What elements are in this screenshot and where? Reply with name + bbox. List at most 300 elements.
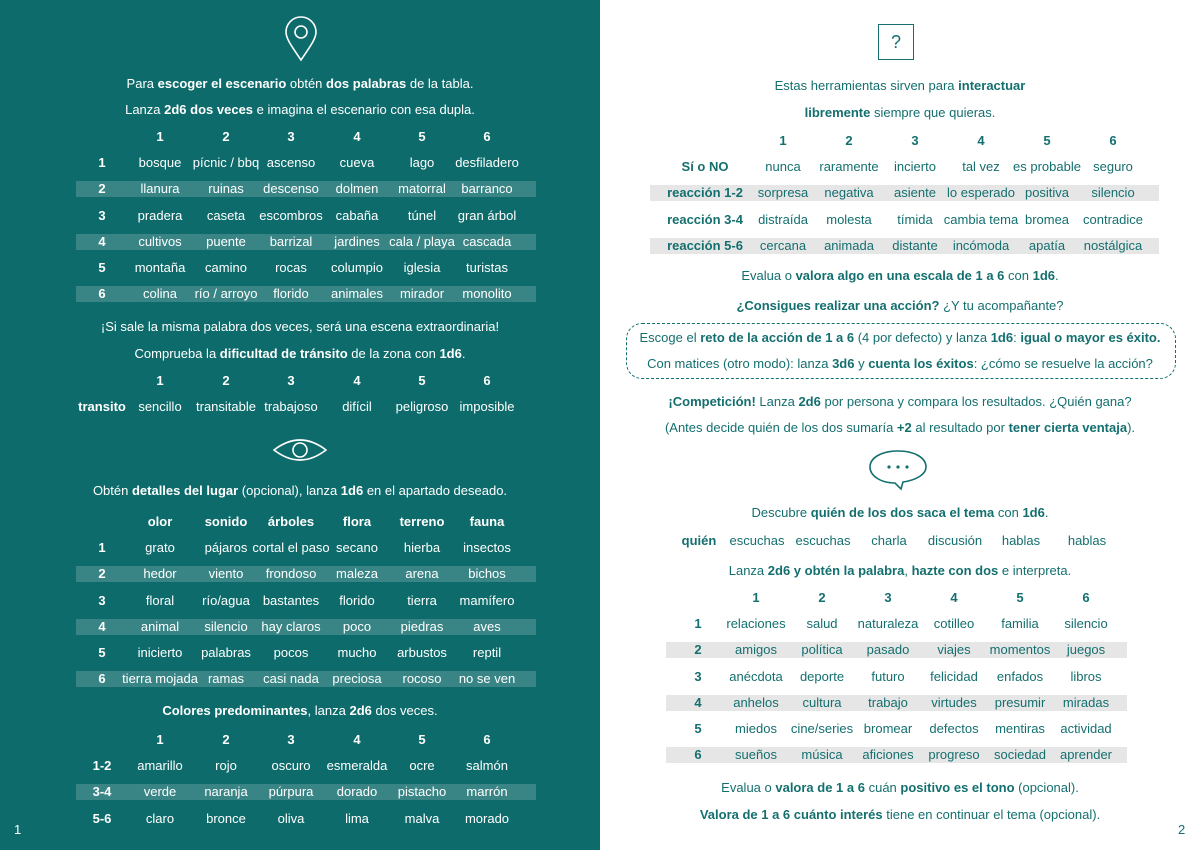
table-cell: florido bbox=[273, 286, 309, 302]
table-row bbox=[0, 260, 600, 276]
table-cell: naranja bbox=[204, 784, 248, 800]
table-cell: es probable bbox=[1013, 159, 1081, 175]
text: Comprueba la bbox=[134, 346, 220, 361]
column-header: olor bbox=[147, 514, 173, 529]
bold-text: igual o mayor es éxito. bbox=[1020, 330, 1161, 345]
table-cell: oliva bbox=[277, 810, 305, 826]
text: de la zona con bbox=[347, 346, 440, 361]
text: , lanza bbox=[307, 703, 350, 718]
table-cell: sorpresa bbox=[757, 185, 809, 201]
table-row bbox=[600, 212, 1200, 228]
row-header: 5-6 bbox=[92, 810, 112, 826]
row-header: reacción 5-6 bbox=[667, 237, 743, 253]
text: en el apartado deseado. bbox=[363, 483, 508, 498]
table-cell: florido bbox=[339, 592, 375, 608]
row-header: 6 bbox=[694, 747, 702, 763]
table-header-row bbox=[0, 514, 600, 530]
question-mark-box-icon: ? bbox=[878, 24, 914, 60]
text: por persona y compara los resultados. ¿Quién gana? bbox=[820, 394, 1132, 409]
table-cell: floral bbox=[145, 592, 175, 608]
column-header: 2 bbox=[222, 732, 230, 747]
bold-text: +2 bbox=[896, 420, 912, 435]
bold-text: 1d6 bbox=[340, 483, 364, 498]
table-row bbox=[0, 645, 600, 661]
column-header: 2 bbox=[818, 590, 826, 605]
location-pin-icon bbox=[284, 16, 318, 62]
column-header: 1 bbox=[779, 133, 787, 148]
text: y bbox=[854, 356, 869, 371]
table-cell: mirador bbox=[399, 286, 445, 302]
table-cell: asiente bbox=[894, 185, 936, 201]
table-cell: raramente bbox=[819, 159, 879, 175]
row-header: 1 bbox=[98, 155, 106, 171]
table-cell: tímida bbox=[897, 211, 933, 227]
table-cell: rocas bbox=[275, 260, 307, 275]
column-header: terreno bbox=[399, 514, 445, 529]
table-cell: reptil bbox=[472, 645, 502, 660]
table-cell: nostálgica bbox=[1083, 237, 1143, 253]
text: . bbox=[461, 346, 466, 361]
table-cell: palabras bbox=[201, 645, 251, 660]
text: Estas herramientas sirven para bbox=[774, 78, 959, 93]
table-row bbox=[666, 747, 1127, 763]
scenario-intro-1 bbox=[0, 76, 600, 92]
column-header: 6 bbox=[483, 129, 491, 144]
table-cell: lago bbox=[409, 155, 435, 171]
table-cell: morado bbox=[464, 810, 510, 826]
row-header: 3 bbox=[98, 207, 106, 223]
column-header: 3 bbox=[287, 373, 295, 388]
table-header-row bbox=[0, 373, 600, 389]
text: de la tabla. bbox=[406, 76, 474, 91]
bold-text: ¿Consigues realizar una acción? bbox=[736, 298, 940, 313]
table-cell: tierra bbox=[407, 592, 437, 608]
table-row bbox=[600, 533, 1200, 549]
table-cell: salmón bbox=[466, 758, 508, 774]
table-row bbox=[0, 540, 600, 556]
table-cell: sueños bbox=[735, 747, 777, 763]
column-header: 5 bbox=[418, 732, 426, 747]
table-cell: rocoso bbox=[402, 671, 442, 687]
table-cell: camino bbox=[205, 260, 247, 275]
table-cell: momentos bbox=[989, 642, 1051, 658]
table-row bbox=[666, 695, 1127, 711]
row-header: 2 bbox=[98, 566, 106, 582]
page-number-right: 2 bbox=[1178, 822, 1186, 837]
table-row bbox=[0, 811, 600, 827]
table-cell: virtudes bbox=[931, 694, 977, 710]
bold-text: 2d6 y obtén la palabra bbox=[767, 563, 905, 578]
table-cell: negativa bbox=[824, 185, 874, 201]
row-header: 6 bbox=[98, 671, 106, 687]
table-cell: positiva bbox=[1024, 185, 1070, 201]
table-cell: animales bbox=[330, 286, 384, 302]
column-header: 2 bbox=[845, 133, 853, 148]
text: (4 por defecto) y lanza bbox=[854, 330, 991, 345]
table-cell: naturaleza bbox=[857, 616, 919, 632]
table-cell: cambia tema bbox=[943, 211, 1019, 227]
table-cell: púrpura bbox=[268, 784, 314, 800]
row-header: reacción 1-2 bbox=[667, 185, 743, 201]
column-header: 5 bbox=[1043, 133, 1051, 148]
table-cell: escuchas bbox=[729, 533, 785, 548]
bold-text: ¡Competición! bbox=[668, 394, 756, 409]
row-header: transito bbox=[78, 399, 126, 415]
table-cell: insectos bbox=[463, 540, 511, 556]
table-cell: barranco bbox=[461, 181, 513, 197]
bold-text: 1d6 bbox=[439, 346, 462, 361]
bold-text: reto de la acción de 1 a 6 bbox=[700, 330, 855, 345]
table-cell: hablas bbox=[1067, 533, 1107, 548]
table-cell: futuro bbox=[871, 668, 905, 684]
table-cell: silencio bbox=[204, 618, 248, 634]
table-cell: animada bbox=[824, 237, 874, 253]
table-cell: llanura bbox=[140, 181, 180, 197]
table-cell: malva bbox=[404, 810, 440, 826]
column-header: 5 bbox=[418, 129, 426, 144]
row-header: 6 bbox=[98, 286, 106, 302]
text: Para bbox=[126, 76, 158, 91]
text: obtén bbox=[286, 76, 327, 91]
table-row bbox=[600, 159, 1200, 175]
table-cell: viajes bbox=[937, 642, 971, 658]
table-cell: marrón bbox=[466, 784, 508, 800]
table-cell: cultivos bbox=[138, 233, 182, 249]
table-row bbox=[0, 155, 600, 171]
table-cell: nunca bbox=[765, 159, 801, 175]
table-cell: anhelos bbox=[733, 694, 779, 710]
column-header: 4 bbox=[353, 732, 361, 747]
table-cell: discusión bbox=[927, 533, 983, 548]
bold-text: 1d6 bbox=[990, 330, 1014, 345]
table-cell: colina bbox=[143, 286, 177, 302]
row-header: 5 bbox=[98, 260, 106, 275]
tools-reto bbox=[600, 330, 1200, 346]
column-header: 4 bbox=[977, 133, 985, 148]
table-cell: mentiras bbox=[995, 721, 1045, 736]
table-cell: monolito bbox=[462, 286, 512, 302]
text: al resultado por bbox=[911, 420, 1009, 435]
column-header: 4 bbox=[353, 373, 361, 388]
table-cell: cueva bbox=[339, 155, 375, 171]
column-header: fauna bbox=[469, 514, 505, 529]
scenario-intro-2 bbox=[0, 102, 600, 118]
column-header: 4 bbox=[950, 590, 958, 605]
table-cell: actividad bbox=[1060, 721, 1112, 736]
row-header: quién bbox=[681, 533, 717, 548]
tools-evalua bbox=[600, 268, 1200, 284]
table-cell: hierba bbox=[403, 540, 441, 556]
table-cell: viento bbox=[208, 566, 244, 582]
table-cell: hablas bbox=[1001, 533, 1041, 548]
text: ). bbox=[1127, 420, 1136, 435]
table-cell: silencio bbox=[1064, 616, 1108, 632]
table-cell: puente bbox=[206, 233, 246, 249]
table-cell: río/agua bbox=[202, 592, 250, 608]
table-cell: presumir bbox=[994, 694, 1046, 710]
bold-text: dificultad de tránsito bbox=[219, 346, 348, 361]
table-row bbox=[76, 566, 536, 582]
table-header-row bbox=[600, 133, 1200, 149]
table-cell: aficiones bbox=[862, 747, 914, 763]
text: con bbox=[994, 505, 1023, 520]
table-cell: salud bbox=[806, 616, 838, 632]
bold-text: interactuar bbox=[958, 78, 1026, 93]
talk-intro bbox=[600, 505, 1200, 521]
tools-ventaja bbox=[600, 420, 1200, 436]
table-cell: relaciones bbox=[726, 616, 786, 632]
table-cell: jardines bbox=[334, 233, 380, 249]
table-cell: barrizal bbox=[269, 233, 313, 249]
table-cell: difícil bbox=[342, 399, 372, 415]
table-cell: dorado bbox=[336, 784, 378, 800]
table-cell: ascenso bbox=[266, 155, 316, 171]
table-cell: ocre bbox=[409, 758, 435, 774]
table-cell: libros bbox=[1070, 668, 1102, 684]
table-cell: río / arroyo bbox=[194, 286, 258, 302]
table-cell: cercana bbox=[759, 237, 807, 253]
table-cell: apatía bbox=[1028, 237, 1066, 253]
text: e imagina el escenario con esa dupla. bbox=[253, 102, 475, 117]
text: , bbox=[904, 563, 912, 578]
bold-text: libremente bbox=[804, 105, 871, 120]
table-cell: maleza bbox=[336, 566, 378, 582]
table-cell: distraída bbox=[758, 211, 808, 227]
text: . bbox=[1055, 268, 1059, 283]
bold-text: 2d6 bbox=[798, 394, 821, 409]
table-header-row bbox=[0, 129, 600, 145]
table-row bbox=[0, 208, 600, 224]
table-cell: turistas bbox=[466, 260, 508, 275]
row-header: 2 bbox=[98, 181, 106, 197]
table-cell: pasado bbox=[866, 642, 910, 658]
table-cell: amigos bbox=[735, 642, 777, 658]
table-cell: imposible bbox=[459, 399, 515, 415]
bold-text: 3d6 bbox=[832, 356, 855, 371]
table-cell: transitable bbox=[196, 399, 256, 415]
table-cell: arbustos bbox=[397, 645, 447, 660]
table-cell: dolmen bbox=[335, 181, 379, 197]
text: Escoge el bbox=[639, 330, 701, 345]
text: cuán bbox=[864, 780, 901, 795]
table-cell: matorral bbox=[398, 181, 446, 197]
table-cell: preciosa bbox=[332, 671, 382, 687]
table-cell: verde bbox=[143, 784, 177, 800]
bold-text: hazte con dos bbox=[911, 563, 999, 578]
table-cell: seguro bbox=[1093, 159, 1133, 175]
bold-text: Valora de 1 a 6 cuánto interés bbox=[699, 807, 883, 822]
table-cell: anécdota bbox=[729, 668, 783, 684]
text: Obtén bbox=[92, 483, 132, 498]
table-cell: pradera bbox=[137, 207, 183, 223]
table-row bbox=[0, 593, 600, 609]
table-cell: ramas bbox=[207, 671, 245, 687]
table-cell: hay claros bbox=[261, 618, 321, 634]
table-cell: pistacho bbox=[397, 784, 447, 800]
table-cell: incómoda bbox=[952, 237, 1010, 253]
row-header: 5 bbox=[98, 645, 106, 660]
table-cell: cortal el paso bbox=[252, 540, 330, 556]
table-cell: hedor bbox=[143, 566, 177, 582]
table-cell: política bbox=[801, 642, 843, 658]
table-cell: frondoso bbox=[265, 566, 317, 582]
table-cell: esmeralda bbox=[326, 758, 388, 774]
table-cell: mamífero bbox=[459, 592, 515, 608]
table-cell: columpio bbox=[330, 260, 384, 275]
column-header: 5 bbox=[418, 373, 426, 388]
column-header: 2 bbox=[222, 129, 230, 144]
table-cell: felicidad bbox=[930, 668, 978, 684]
bold-text: dos palabras bbox=[326, 76, 407, 91]
transit-intro bbox=[0, 346, 600, 362]
table-cell: pícnic / bbq bbox=[192, 155, 260, 171]
column-header: 6 bbox=[483, 732, 491, 747]
bold-text: tener cierta ventaja bbox=[1008, 420, 1128, 435]
table-cell: distante bbox=[892, 237, 938, 253]
table-cell: miradas bbox=[1062, 694, 1110, 710]
table-row bbox=[666, 642, 1127, 658]
bold-text: 2d6 dos veces bbox=[164, 102, 254, 117]
table-cell: descenso bbox=[263, 181, 319, 197]
text: dos veces. bbox=[371, 703, 438, 718]
column-header: flora bbox=[342, 514, 372, 529]
table-cell: bromear bbox=[863, 721, 913, 736]
row-header: 2 bbox=[694, 642, 702, 658]
table-cell: silencio bbox=[1091, 185, 1135, 201]
text: siempre que quieras. bbox=[870, 105, 996, 120]
tools-matices bbox=[600, 356, 1200, 372]
table-row bbox=[600, 616, 1200, 632]
tools-intro-1 bbox=[600, 78, 1200, 94]
bold-text: positivo es el tono bbox=[900, 780, 1015, 795]
table-cell: túnel bbox=[407, 207, 437, 223]
table-row bbox=[76, 671, 536, 687]
table-cell: cascada bbox=[462, 233, 512, 249]
table-row bbox=[0, 399, 600, 415]
table-cell: inicierto bbox=[137, 645, 183, 660]
table-cell: amarillo bbox=[137, 758, 183, 774]
talk-tono bbox=[600, 780, 1200, 796]
text: Con matices (otro modo): lanza bbox=[647, 356, 833, 371]
table-cell: oscuro bbox=[271, 758, 311, 774]
page-number-left: 1 bbox=[14, 822, 22, 837]
table-row bbox=[76, 619, 536, 635]
table-cell: grato bbox=[145, 540, 175, 556]
table-cell: escuchas bbox=[795, 533, 851, 548]
table-cell: molesta bbox=[826, 211, 872, 227]
table-cell: no se ven bbox=[458, 671, 516, 687]
table-cell: cala / playa bbox=[389, 233, 455, 249]
table-cell: piedras bbox=[400, 618, 444, 634]
column-header: 5 bbox=[1016, 590, 1024, 605]
column-header: 3 bbox=[287, 129, 295, 144]
text: (Antes decide quién de los dos sumaría bbox=[664, 420, 897, 435]
table-cell: aves bbox=[473, 618, 501, 634]
table-cell: mucho bbox=[337, 645, 377, 660]
column-header: 2 bbox=[222, 373, 230, 388]
table-cell: montaña bbox=[134, 260, 186, 275]
text: (opcional), lanza bbox=[238, 483, 341, 498]
table-cell: defectos bbox=[929, 721, 979, 736]
bold-text: Colores predominantes bbox=[162, 703, 308, 718]
column-header: 4 bbox=[353, 129, 361, 144]
column-header: 3 bbox=[911, 133, 919, 148]
table-cell: bromea bbox=[1024, 211, 1070, 227]
table-cell: escombros bbox=[259, 207, 323, 223]
table-row bbox=[76, 234, 536, 250]
colors-intro bbox=[0, 703, 600, 719]
table-cell: enfados bbox=[996, 668, 1044, 684]
row-header: 5 bbox=[694, 721, 702, 736]
text: Evalua o bbox=[721, 780, 776, 795]
topic-intro bbox=[600, 563, 1200, 579]
text: Lanza bbox=[728, 563, 768, 578]
table-row bbox=[76, 181, 536, 197]
table-cell: sencillo bbox=[138, 399, 182, 415]
table-row bbox=[76, 286, 536, 302]
row-header: 1 bbox=[98, 540, 106, 556]
text: tiene en continuar el tema (opcional). bbox=[882, 807, 1101, 822]
row-header: 4 bbox=[98, 618, 106, 634]
tools-accion bbox=[600, 298, 1200, 314]
row-header: 4 bbox=[694, 694, 702, 710]
table-cell: pocos bbox=[273, 645, 309, 660]
table-cell: desfiladero bbox=[455, 155, 519, 171]
row-header: 3-4 bbox=[92, 784, 112, 800]
table-cell: tal vez bbox=[962, 159, 1000, 175]
table-cell: lima bbox=[345, 810, 369, 826]
table-row bbox=[600, 721, 1200, 737]
table-cell: cotilleo bbox=[933, 616, 975, 632]
table-cell: bosque bbox=[138, 155, 182, 171]
table-cell: arena bbox=[405, 566, 439, 582]
bold-text: valora de 1 a 6 bbox=[775, 780, 865, 795]
row-header: 1 bbox=[694, 616, 702, 632]
row-header: reacción 3-4 bbox=[667, 211, 743, 227]
table-cell: progreso bbox=[928, 747, 980, 763]
table-cell: cine/series bbox=[790, 721, 854, 736]
table-cell: ruinas bbox=[208, 181, 244, 197]
speech-bubble-icon bbox=[867, 449, 929, 491]
table-cell: caseta bbox=[206, 207, 246, 223]
bold-text: quién de los dos saca el tema bbox=[810, 505, 995, 520]
table-cell: trabajo bbox=[868, 694, 908, 710]
column-header: 1 bbox=[156, 129, 164, 144]
column-header: 3 bbox=[287, 732, 295, 747]
table-cell: deporte bbox=[799, 668, 845, 684]
table-cell: familia bbox=[1001, 616, 1039, 632]
table-cell: contradice bbox=[1083, 211, 1143, 227]
table-row bbox=[0, 758, 600, 774]
table-cell: bastantes bbox=[262, 592, 320, 608]
column-header: sonido bbox=[204, 514, 248, 529]
text: : bbox=[1013, 330, 1021, 345]
column-header: 1 bbox=[156, 732, 164, 747]
table-cell: lo esperado bbox=[947, 185, 1015, 201]
text: ¿Y tu acompañante? bbox=[939, 298, 1064, 313]
table-cell: animal bbox=[140, 618, 180, 634]
table-cell: rojo bbox=[215, 758, 237, 774]
text: Lanza bbox=[755, 394, 799, 409]
details-intro bbox=[0, 483, 600, 499]
table-cell: cultura bbox=[802, 694, 842, 710]
column-header: 1 bbox=[156, 373, 164, 388]
table-cell: incierto bbox=[894, 159, 936, 175]
bold-text: escoger el escenario bbox=[157, 76, 287, 91]
table-cell: bichos bbox=[468, 566, 506, 582]
table-cell: iglesia bbox=[403, 260, 441, 275]
scenario-note bbox=[0, 319, 600, 335]
